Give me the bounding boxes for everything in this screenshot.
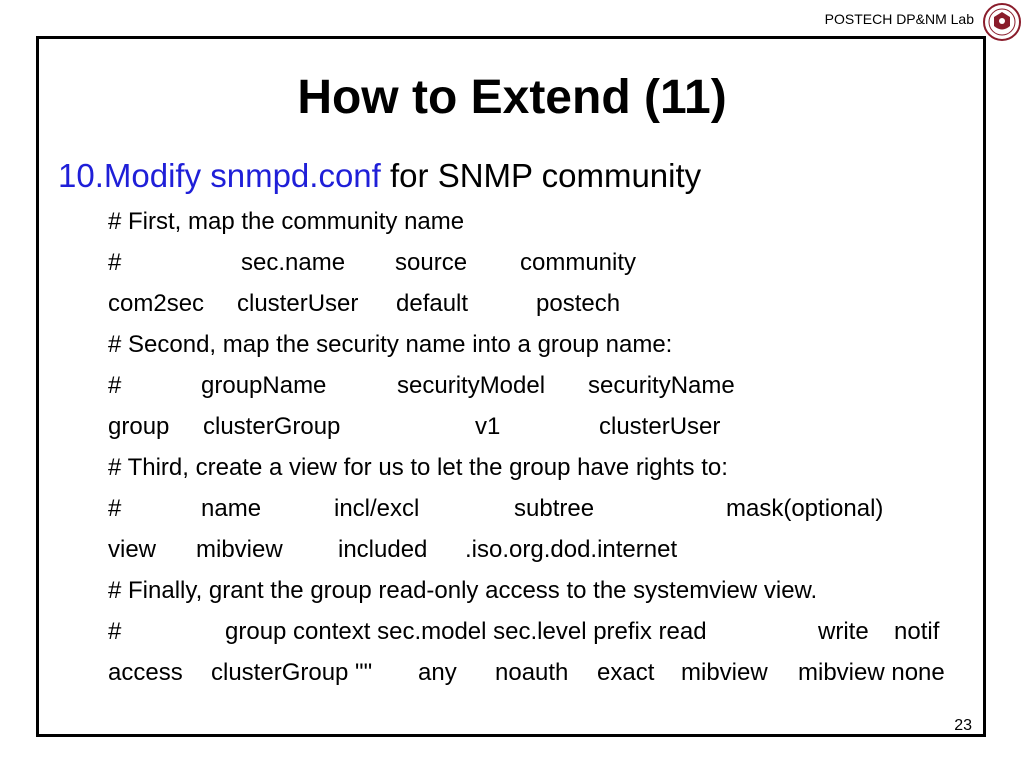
config-token: com2sec — [108, 290, 205, 317]
config-token: sec.name — [241, 249, 346, 276]
config-token: mibview — [196, 536, 283, 563]
config-token: community — [520, 249, 637, 276]
config-token: source — [395, 249, 468, 276]
config-token: name — [201, 495, 262, 522]
config-token: securityName — [588, 372, 735, 399]
config-token: group context sec.model sec.level prefix read — [225, 618, 707, 645]
config-token: clusterGroup — [203, 413, 341, 440]
lab-label: POSTECH DP&NM Lab — [824, 11, 974, 27]
step-description: for SNMP community — [380, 157, 702, 194]
config-token: # — [108, 618, 122, 645]
config-token: # — [108, 495, 122, 522]
config-token: subtree — [514, 495, 595, 522]
config-token: securityModel — [397, 372, 546, 399]
config-token: access — [108, 659, 183, 686]
config-token: # Finally, grant the group read-only access to the systemview view. — [108, 577, 818, 604]
config-token: write — [818, 618, 869, 645]
university-seal-icon — [982, 2, 1022, 42]
config-token: group — [108, 413, 170, 440]
config-token: mibview none — [798, 659, 945, 686]
config-token: view — [108, 536, 157, 563]
config-token: exact — [597, 659, 655, 686]
page-number: 23 — [954, 717, 972, 734]
slide-title: How to Extend (11) — [297, 71, 727, 124]
step-number-and-file: 10.Modify snmpd.conf — [58, 157, 381, 194]
config-token: groupName — [201, 372, 327, 399]
config-token: # Third, create a view for us to let the group have rights to: — [108, 454, 728, 481]
config-token: clusterUser — [599, 413, 721, 440]
config-token: mask(optional) — [726, 495, 884, 522]
config-token: # First, map the community name — [108, 208, 465, 235]
config-token: clusterGroup "" — [211, 659, 373, 686]
config-token: postech — [536, 290, 621, 317]
config-token: notif — [894, 618, 940, 645]
config-token: default — [396, 290, 469, 317]
config-token: included — [338, 536, 428, 563]
config-token: # — [108, 249, 122, 276]
config-token: # — [108, 372, 122, 399]
config-token: .iso.org.dod.internet — [465, 536, 678, 563]
config-token: clusterUser — [237, 290, 359, 317]
config-token: v1 — [475, 413, 501, 440]
config-token: noauth — [495, 659, 569, 686]
config-token: mibview — [681, 659, 768, 686]
step-heading — [58, 156, 701, 196]
config-token: # Second, map the security name into a group name: — [108, 331, 673, 358]
config-token: incl/excl — [334, 495, 420, 522]
config-token: any — [418, 659, 457, 686]
